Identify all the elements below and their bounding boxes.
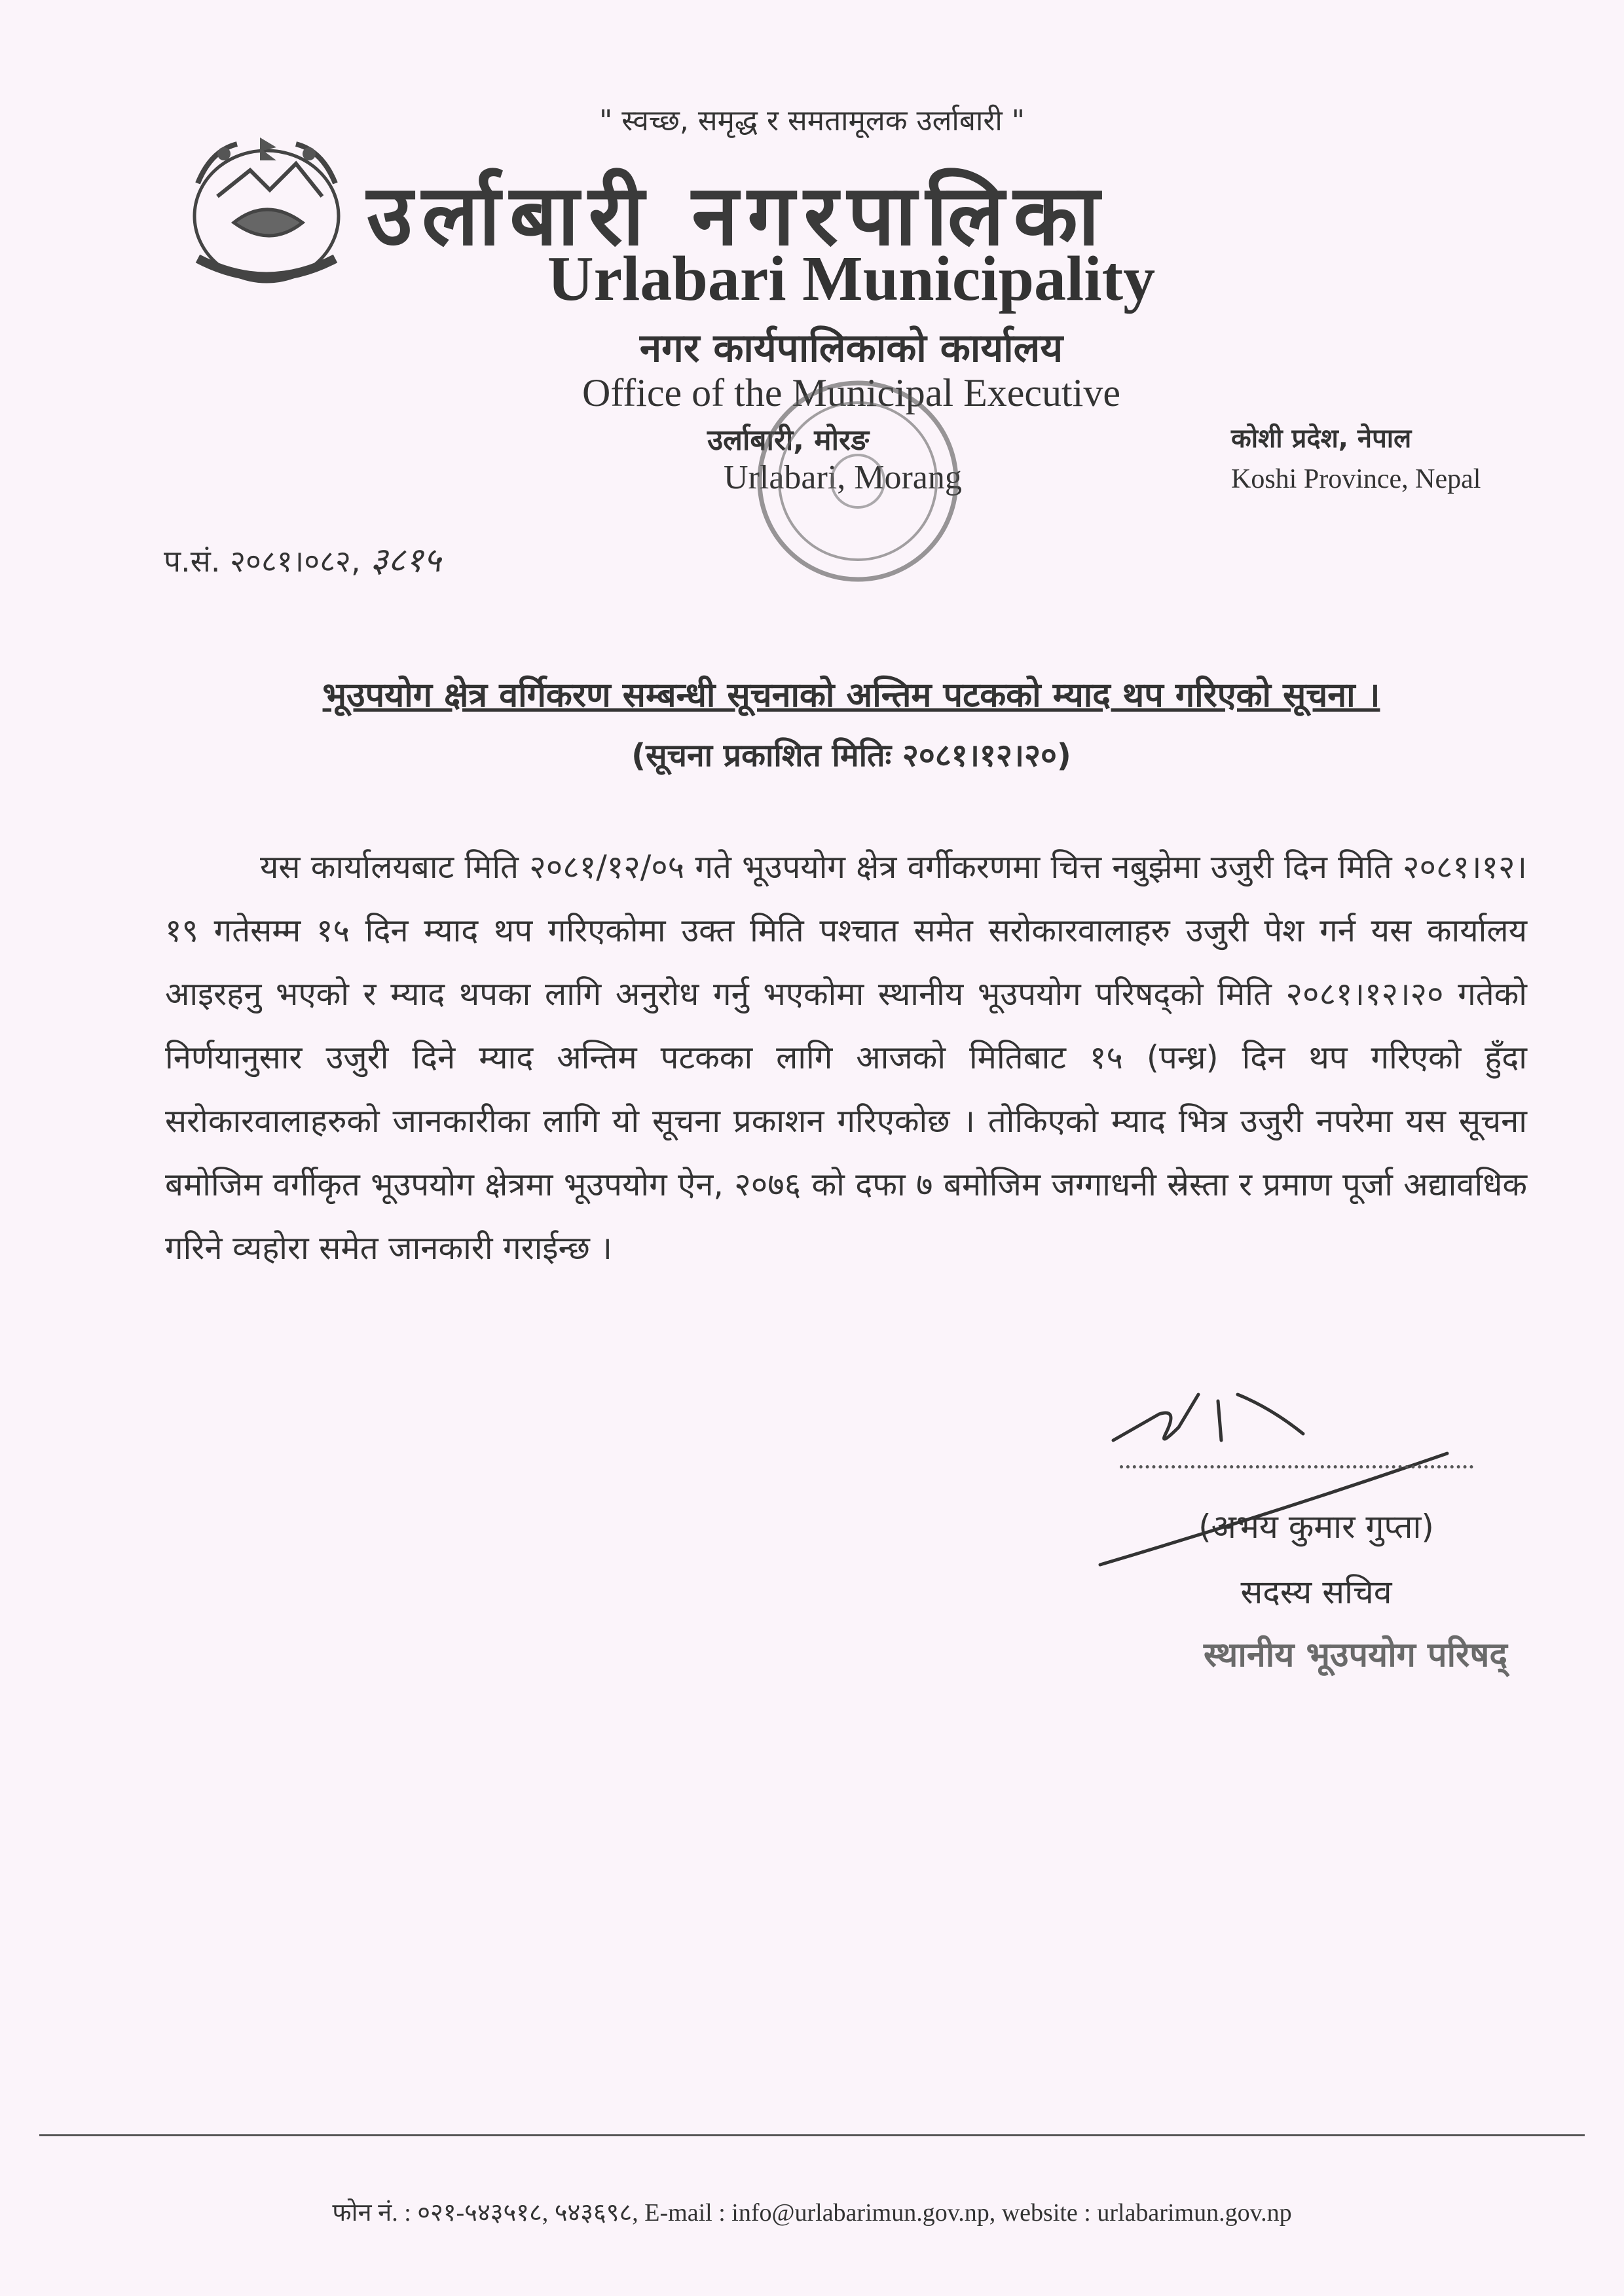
province-nepali: कोशी प्रदेश, नेपाल	[1231, 424, 1412, 454]
council-stamp: स्थानीय भूउपयोग परिषद्	[1203, 1635, 1507, 1675]
location-nepali: उर्लाबारी, मोरङ	[707, 424, 870, 457]
municipality-name-english: Urlabari Municipality	[547, 244, 1156, 314]
footer-contact: फोन नं. : ०२१-५४३५१८, ५४३६९८, E-mail : info@urlabarimun.gov.np, website : urlabarimun.gov.np	[332, 2199, 1292, 2227]
office-stamp	[727, 373, 989, 589]
location-english: Urlabari, Morang	[724, 459, 962, 496]
publication-date: (सूचना प्रकाशित मितिः २०८१।१२।२०)	[631, 737, 1071, 774]
signer-name: (अभय कुमार गुप्ता)	[1198, 1508, 1434, 1546]
signature-line	[1120, 1465, 1473, 1468]
reference-prefix: प.सं. २०८१।०८२,	[164, 543, 361, 579]
footer-divider	[39, 2134, 1585, 2136]
office-name-english: Office of the Municipal Executive	[582, 371, 1120, 414]
office-name-nepali: नगर कार्यपालिकाको कार्यालय	[639, 325, 1063, 371]
notice-body: यस कार्यालयबाट मिति २०८१/१२/०५ गते भूउपयोग क्षेत्र वर्गीकरणमा चित्त नबुझेमा उजुरी दिन मिति २०८१।१२।१९ गतेसम्म १५ दिन म्याद थप गरिएकोमा उक्त मिति पश्चात समेत सरोकारवालाहरु उजुरी पेश गर्न यस कार्यालय आइरहनु भएको र म्याद थपका लागि अनुरोध गर्नु भएकोमा स्थानीय भूउपयोग परिषद्को मिति २०८१।१२।२० गतेको निर्णयानुसार उजुरी दिने म्याद अन्तिम पटकका लागि आजको मितिबाट १५ (पन्ध्र) दिन थप गरिएको हुँदा सरोकारवालाहरुको जानकारीका लागि यो सूचना प्रकाशन गरिएकोछ । तोकिएको म्याद भित्र उजुरी नपरेमा यस सूचना बमोजिम वर्गीकृत भूउपयोग क्षेत्रमा भूउपयोग ऐन, २०७६ को दफा ७ बमोजिम जग्गाधनी स्रेस्ता र प्रमाण पूर्जा अद्यावधिक गरिने व्यहोरा समेत जानकारी गराईन्छ ।	[165, 848, 1527, 1267]
municipality-name-nepali: उर्लाबारी नगरपालिका	[367, 167, 1109, 264]
notice-subject: भूउपयोग क्षेत्र वर्गिकरण सम्बन्धी सूचनाको अन्तिम पटकको म्याद थप गरिएको सूचना ।	[322, 676, 1380, 715]
slogan: " स्वच्छ, समृद्ध र समतामूलक उर्लाबारी "	[599, 104, 1025, 137]
reference-handwritten-number: ३८१५	[370, 541, 441, 580]
signer-designation: सदस्य सचिव	[1240, 1573, 1392, 1611]
reference-number	[164, 536, 441, 582]
province-english: Koshi Province, Nepal	[1231, 464, 1481, 494]
